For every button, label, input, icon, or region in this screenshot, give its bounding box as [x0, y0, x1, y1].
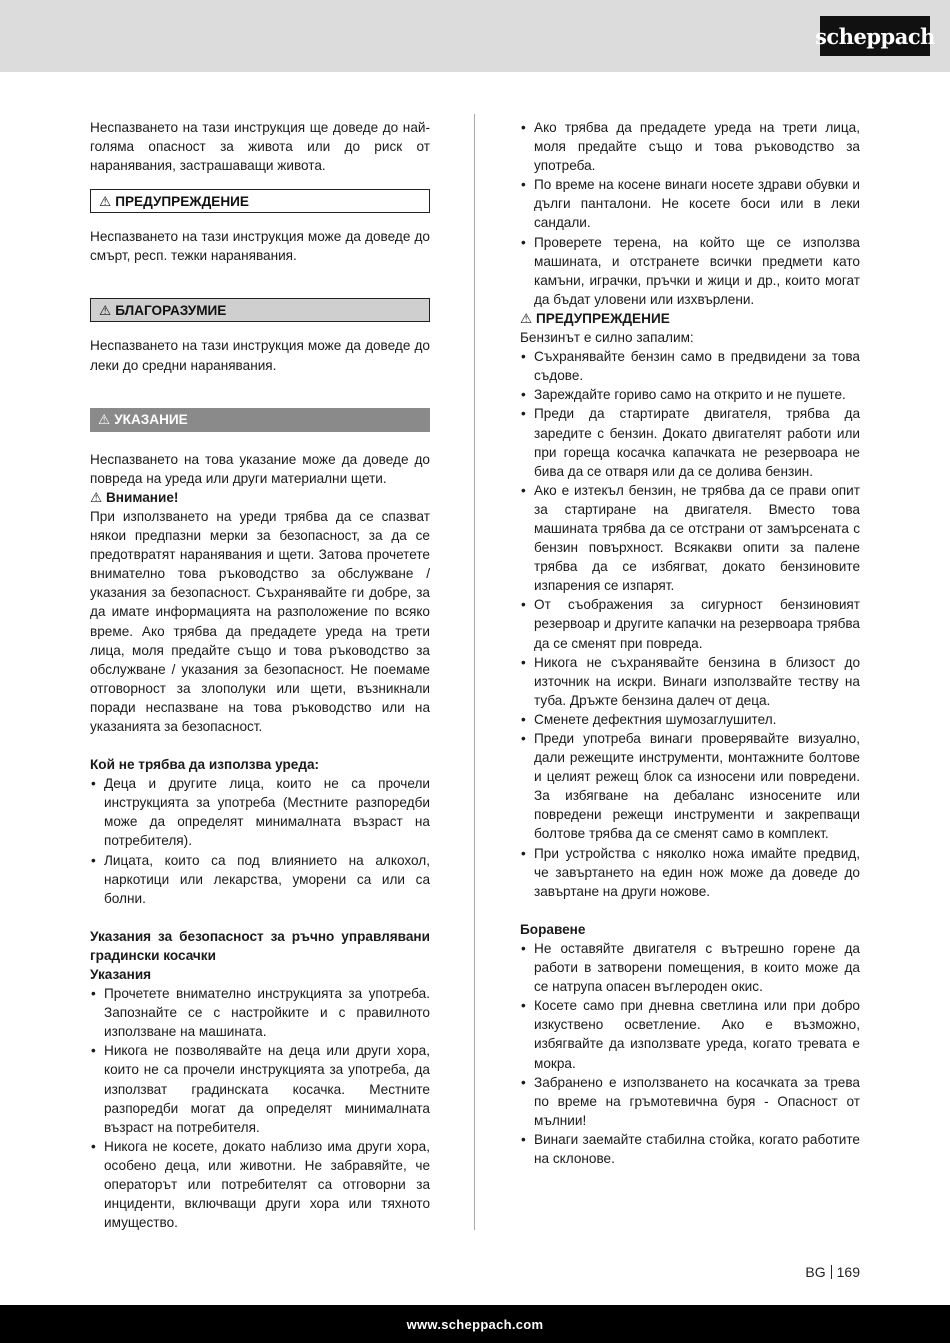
list-item: • Не оставяйте двигателя с вътрешно горене да работи в затворени помещения, в които може да се натрупа опасен въглероден окис. — [520, 939, 860, 996]
footer-bar — [0, 1305, 950, 1343]
warning-triangle-icon: ⚠ — [520, 310, 536, 326]
list-item: • Ако трябва да предадете уреда на трети лица, моля предайте също и това ръководство за употреба. — [520, 118, 860, 175]
right-column — [520, 118, 860, 1168]
list-item: • Никога не косете, докато наблизо има други хора, особено деца, или животни. Не забравяйте, че операторът или потребителят са отговорни за инциденти, включващи други хора или тяхното имущество. — [90, 1137, 430, 1232]
caution-text: Неспазването на тази инструкция може да доведе до леки до средни наранявания. — [90, 338, 430, 373]
list-item: • Проверете терена, на който ще се използва машината, и отстранете всички предмети като камъни, играчки, пръчки и жици и др., които могат да бъдат уловени или изхвърлени. — [520, 233, 860, 309]
separator — [831, 1265, 832, 1279]
warning-box — [90, 189, 430, 213]
warning-triangle-icon: ⚠ — [99, 302, 112, 318]
list-item: • Винаги заемайте стабилна стойка, когато работите на склонове. — [520, 1130, 860, 1168]
warning-label: ПРЕДУПРЕЖДЕНИЕ — [115, 193, 249, 209]
petrol-list — [520, 347, 860, 901]
list-item: • Преди употреба винаги проверявайте визуално, дали режещите инструменти, монтажните болтове и целият режещ блок са износени или повредени. За избягване на дебаланс износените или повредени режещи инструменти и закрепващи болтове трябва да се сменят само в комплект. — [520, 729, 860, 844]
danger-text: Неспазването на тази инструкция ще доведе до най-голяма опасност за живота или до риск от наранявания, застрашаващи живота. — [90, 120, 430, 174]
who-heading: Кой не трябва да използва уреда: — [90, 757, 320, 773]
page-value: 169 — [836, 1264, 860, 1280]
who-list — [90, 774, 430, 908]
handling-heading: Боравене — [520, 921, 586, 937]
website-link[interactable]: www.scheppach.com — [406, 1316, 544, 1332]
list-item: • Косете само при дневна светлина или при добро изкуствено осветление. Ако е възможно, избягвайте да използвате уреда, когато тревата е мокра. — [520, 996, 860, 1072]
warning-label: ПРЕДУПРЕЖДЕНИЕ — [535, 310, 670, 326]
column-divider — [474, 114, 475, 1230]
instructions-list — [90, 984, 430, 1232]
list-item: • Забранено е използването на косачката за трева по време на гръмотевична буря - Опасност от мълнии! — [520, 1073, 860, 1130]
notice-label: УКАЗАНИЕ — [114, 412, 188, 428]
handling-list — [520, 939, 860, 1168]
warning-triangle-icon: ⚠ — [99, 193, 112, 209]
list-item: • Деца и другите лица, които не са прочели инструкцията за употреба (Местните разпоредби може да определят минималната възраст на потребителя). — [90, 774, 430, 850]
attention-label: Внимание! — [105, 489, 179, 505]
list-item: • Съхранявайте бензин само в предвидени за това съдове. — [520, 347, 860, 385]
list-item: • От съображения за сигурност бензиновият резервоар и другите капачки на резервоара трябва да се сменят при повреда. — [520, 595, 860, 652]
list-item: • Никога не позволявайте на деца или други хора, които не са прочели инструкцията за употреба, да използват градинската косачка. Местните разпоредби могат да определят минималната възраст на потребителя. — [90, 1041, 430, 1136]
left-column — [90, 118, 430, 1232]
list-item: • Зареждайте гориво само на открито и не пушете. — [520, 385, 860, 404]
warning-triangle-icon: ⚠ — [90, 489, 106, 505]
caution-label: БЛАГОРАЗУМИЕ — [115, 302, 227, 318]
warning-triangle-icon: ⚠ — [98, 412, 111, 428]
page-number — [780, 1264, 860, 1280]
caution-box — [90, 298, 430, 322]
list-item: • Ако е изтекъл бензин, не трябва да се прави опит за стартиране на двигателя. Вместо това машината трябва да се отстрани от замърсената с бензин повърхност. Всякакви опити за палене трябва да се избягват, докато бензиновите изпарения се изпарят. — [520, 481, 860, 596]
attention-heading — [90, 488, 430, 507]
notice-text: Неспазването на това указание може да доведе до повреда на уреда или други материални щети. — [90, 451, 430, 486]
list-item: • Сменете дефектния шумозаглушител. — [520, 710, 860, 729]
list-item: • Преди да стартирате двигателя, трябва да заредите с бензин. Докато двигателят работи или при гореща косачка капачката не резервоара не бива да се отваря или да се долива бензин. — [520, 404, 860, 480]
petrol-warning-heading — [520, 309, 860, 328]
petrol-intro: Бензинът е силно запалим: — [520, 330, 694, 346]
language-code: BG — [805, 1264, 826, 1280]
instructions-heading: Указания — [90, 967, 152, 982]
notice-box — [90, 408, 430, 432]
list-item: • Никога не съхранявайте бензина в близост до източник на искри. Винаги използвайте теству на туба. Дръжте бензина далеч от деца. — [520, 653, 860, 710]
attention-text: При използването на уреди трябва да се спазват някои предпазни мерки за безопасност, за да се предотвратят наранявания и щети. Затова прочетете внимателно това ръководство за обслужване / указания за безопасност. Съхранявайте ги добре, за да имате информацията на разположение по всяко време. Ако трябва да предадете уреда на трети лица, моля предайте също и това ръководство за обслужване / указания за безопасност. Не поемаме отговорност за злополуки или щети, възникнали поради неспазване на това ръководство или на указанията за безопасност. — [90, 508, 430, 734]
list-item: • При устройства с няколко ножа имайте предвид, че завъртането на един нож може да доведе до завъртане на други ножове. — [520, 844, 860, 901]
safety-heading: Указания за безопасност за ръчно управлявани градински косачки — [90, 928, 430, 963]
list-item: • По време на косене винаги носете здрави обувки и дълги панталони. Не косете боси или в леки сандали. — [520, 175, 860, 232]
list-item: • Прочетете внимателно инструкцията за употреба. Запознайте се с настройките и с правилното използване на машината. — [90, 984, 430, 1041]
brand-logo: scheppach — [820, 16, 930, 56]
header-bar — [0, 0, 950, 72]
warning-text: Неспазването на тази инструкция може да доведе до смърт, респ. тежки наранявания. — [90, 229, 430, 264]
list-item: • Лицата, които са под влиянието на алкохол, наркотици или лекарства, уморени са или са болни. — [90, 851, 430, 908]
handover-list — [520, 118, 860, 309]
